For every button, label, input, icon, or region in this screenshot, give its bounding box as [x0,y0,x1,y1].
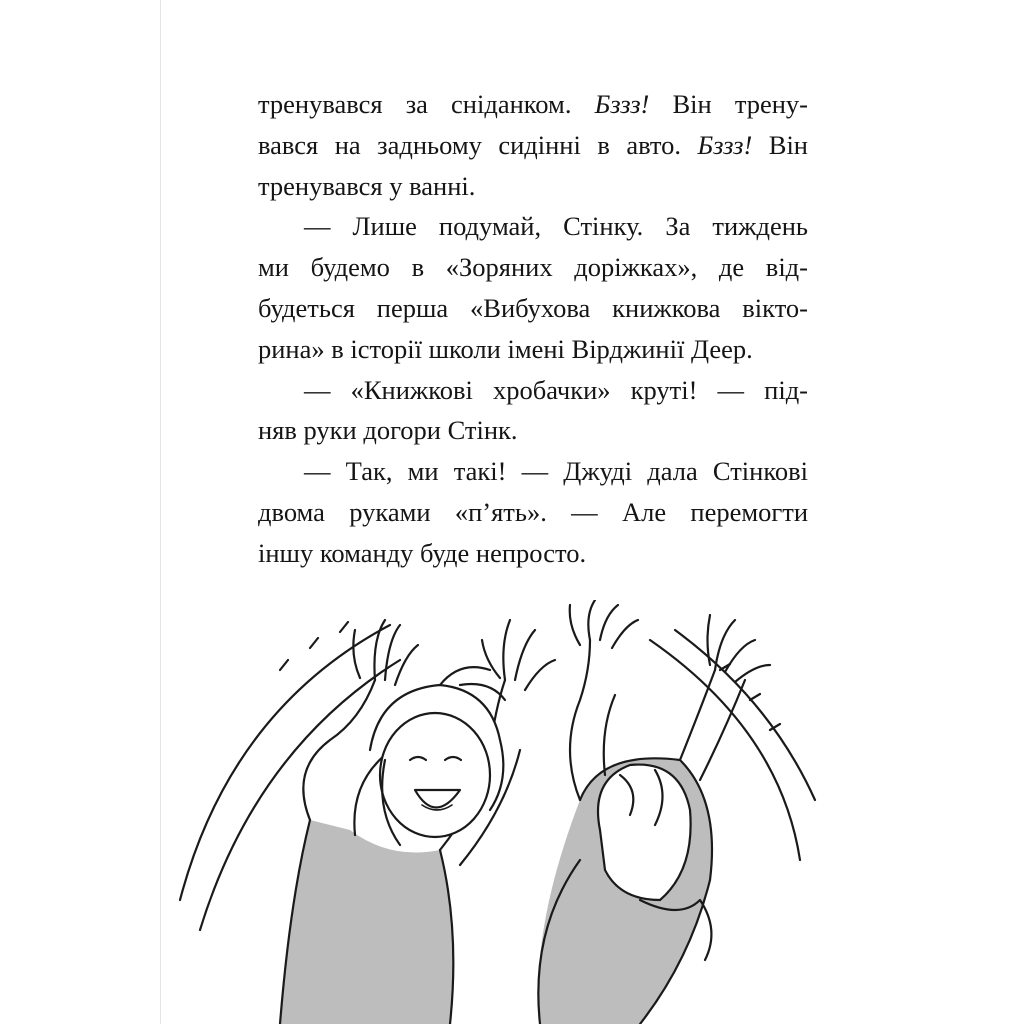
sound-effect-text: Бззз! [697,129,753,160]
text-line [258,247,808,288]
text-run: тренувався у ванні. [258,170,476,201]
stink-figure [538,600,770,1024]
judy-figure [280,620,555,1024]
text-run: тренувався за сніданком. [258,89,595,119]
sound-effect-text: Бззз! [594,89,650,119]
text-line [258,125,808,166]
text-run: — «Книжкові хробачки» круті! — під- [304,374,808,405]
text-run: — Лише подумай, Стінку. За тиждень [304,211,808,242]
text-line [258,410,808,451]
text-run: будеться перша «Вибухова книжкова вікто- [258,292,808,323]
text-line [258,370,808,411]
text-run: — Так, ми такі! — Джуді дала Стінкові [304,456,808,487]
text-line [258,166,808,207]
text-run: іншу команду буде непросто. [258,537,587,568]
text-run: Він трену- [649,89,808,119]
text-line [258,288,808,329]
text-line [258,492,808,533]
text-line [258,329,808,370]
text-run: рина» в історії школи імені Вірджинії Деер. [258,333,753,364]
text-run: ми будемо в «Зоряних доріжках», де від- [258,252,808,283]
high-five-illustration [160,600,860,1024]
judy-face [380,713,490,837]
text-line [258,84,808,125]
text-run: Він [752,129,808,160]
text-run: няв руки догори Стінк. [258,415,518,446]
body-text [258,84,808,574]
text-run: двома руками «п’ять». — Але перемогти [258,496,808,527]
text-line [258,451,808,492]
text-line [258,533,808,574]
text-run: вався на задньому сидінні в авто. [258,129,698,160]
text-line [258,206,808,247]
